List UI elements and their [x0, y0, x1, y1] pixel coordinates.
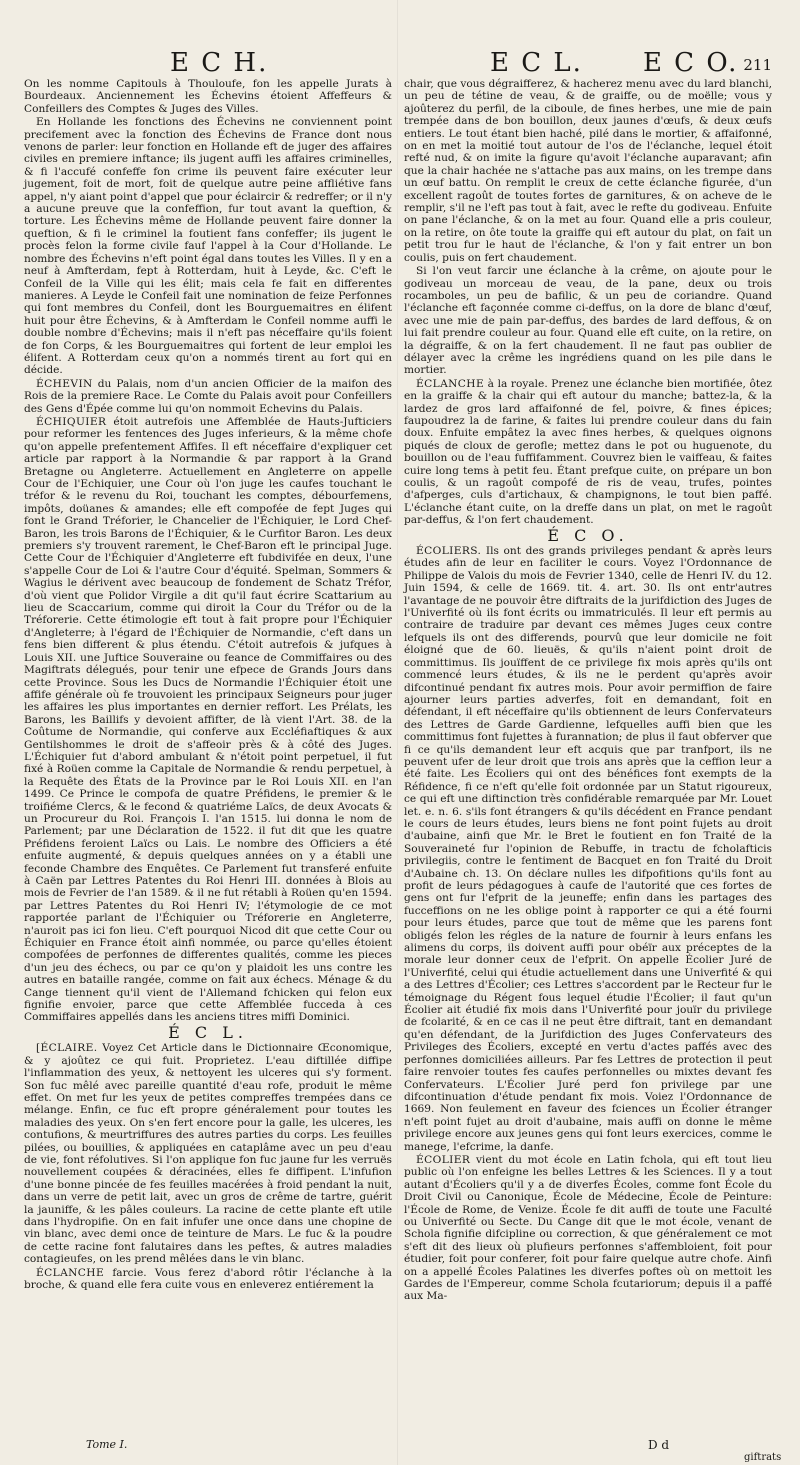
- paragraph-text: Si l'on veut farcir une éclanche à la crême, on ajoute pour le godiveau un morceau de veau, de la pane, deux ou trois rocamboles, un peu de bafilic, & un peu de coriandre. Quand l'éclanche eft façonnée comme ci-deffus, on la dore de blanc d'œuf, avec une mie de pain par-deffus, des bardes de lard deffous, & on lui fait prendre couleur au four. Quand elle eft cuite, on la retire, on la dégraiffe, & on la fert chaudement. Il ne faut pas oublier de délayer avec la crême les ingrédiens quand on les pile dans le mortier.: [404, 265, 772, 377]
- section-heading: É C O.: [547, 525, 629, 545]
- paragraph: [24, 1267, 392, 1292]
- page-number: 211: [743, 56, 772, 74]
- paragraph: [24, 378, 392, 415]
- running-head-ecl: E C L.: [490, 48, 583, 78]
- paragraph: [404, 545, 772, 1153]
- paragraph: [404, 265, 772, 377]
- paragraph: [404, 78, 772, 264]
- paragraph-text: farcie. Vous ferez d'abord rôtir l'éclanche à la broche, & quand elle fera cuite vous en enleverez entiérement la: [24, 1266, 392, 1291]
- paragraph: [24, 116, 392, 377]
- paragraph-text: étoit autrefois une Affemblée de Hauts-Jufticiers pour reformer les fentences des Juges inferieurs, & la même chofe qu'on appelle prefentement Affifes. Il eft néceffaire d'expliquer cet article par rapport à la Normandie & par rapport à la Grand Bretagne ou Angleterre. Actuellement en Angleterre on appelle Cour de l'Echiquier, une Cour où l'on juge les caufes touchant le tréfor & le revenu du Roi, touchant les comptes, débourfemens, impôts, doüanes & amandes; elle eft compofée de fept Juges qui font le Grand Tréforier, le Chancelier de l'Échiquier, le Lord Chef-Baron, les trois Barons de l'Échiquier, & le Curfitor Baron. Les deux premiers s'y trouvent rarement, le Chef-Baron eft le principal Juge. Cette Cour de l'Échiquier d'Angleterre eft fubdivifée en deux, l'une s'appelle Cour de Loi & l'autre Cour d'équité. Spelman, Sommers & Wagius le dérivent avec beaucoup de fondement de Schatz Tréfor, d'où vient que Polidor Virgile a dit qu'il faut écrire Scattarium au lieu de Scaccarium, comme qui diroit la Cour du Tréfor ou de la Tréforerie. Cette étimologie eft tout à fait propre pour l'Échiquier d'Angleterre; à l'égard de l'Échiquier de Normandie, c'eft dans un fens bien different & plus étendu. C'étoit autrefois & jufques à Louis XII. une Juftice Souveraine ou feance de Commiffaires ou des Magiftrats délegués, pour tenir une efpece de Grands Jours dans cette Province. Sous les Ducs de Normandie l'Échiquier étoit une affife générale où fe trouvoient les principaux Seigneurs pour juger les affaires les plus importantes en dernier reffort. Les Prélats, les Barons, les Baillifs y devoient affifter, de là vient l'Art. 38. de la Coûtume de Normandie, qui conferve aux Eccléfiaftiques & aux Gentilshommes le droit de s'affeoir près & à côté des Juges. L'Échiquier fut d'abord ambulant & n'étoit point perpetuel, il fut fixé à Roüen comme la Capitale de Normandie & rendu perpetuel, à la Requête des États de la Province par le Roi Louis XII. en l'an 1499. Ce Prince le compofa de quatre Préfidens, le premier & le troifiéme Clercs, & le fecond & quatriéme Laïcs, de deux Avocats & un Procureur du Roi. François I. l'an 1515. lui donna le nom de Parlement; par une Déclaration de 1522. il fut dit que les quatre Préfidens feroient Laïcs ou Lais. Le nombre des Officiers a été enfuite augmenté, & depuis quelques années on y a établi une feconde Chambre des Enquêtes. Ce Parlement fut transferé enfuite à Caën par Lettres Patentes du Roi Henri III. données à Blois au mois de Fevrier de l'an 1589. & il ne fut rétabli à Roüen qu'en 1594. par Lettres Patentes du Roi Henri IV; l'étymologie de ce mot rapportée parlant de l'Échiquier ou Tréforerie en Angleterre, n'auroit pas ici fon lieu. C'eft pourquoi Nicod dit que cette Cour ou Échiquier en France étoit ainfi nommée, ou parce qu'elles étoient compofées de perfonnes de differentes qualités, comme les pieces d'un jeu des échecs, ou par ce qu'on y plaidoit les uns contre les autres en bataille rangée, comme on fait aux échecs. Ménage & du Cange tiennent qu'il vient de l'Allemand fchicken qui felon eux fignifie envoier, parce que cette Affemblée fucceda à ces Commiffaires appellés dans les anciens titres miffi Dominici.: [24, 415, 392, 1024]
- right-column: [404, 78, 772, 1304]
- paragraph-text: vient du mot école en Latin fchola, qui eft tout lieu public où l'on enfeigne les belles Lettres & les Sciences. Il y a tout autant d'Écoliers qu'il y a de diverfes Écoles, comme font École du Droit Civil ou Canonique, École de Médecine, École de Peinture: l'École de Rome, de Venize. École fe dit auffi de toute une Faculté ou Univerfité ou Secte. Du Cange dit que le mot école, venant de Schola fignifie difcipline ou correction, & que généralement ce mot s'eft dit des lieux où plufieurs perfonnes s'affembloient, foit pour étudier, foit pour conferer, foit pour faire quelque autre chofe. Ainfi on a appellé Écoles Palatines les diverfes poftes où on mettoit les Gardes de l'Empereur, comme Schola fcutariorum; depuis il a paffé aux Ma-: [404, 1153, 772, 1303]
- paragraph: [24, 1042, 392, 1265]
- entry-headword: ÉCOLIERS.: [416, 545, 482, 558]
- catchword: giftrats: [744, 1452, 782, 1463]
- entry-headword: ÉCOLIER: [416, 1153, 471, 1166]
- paragraph: [404, 378, 772, 527]
- paragraph-text: chair, que vous dégraifferez, & hacherez menu avec du lard blanchi, un peu de tétine de veau, & de graiffe, ou de moëlle; vous y ajoûterez du perfil, de la ciboule, de fines herbes, une mie de pain trempée dans de bon bouillon, deux jaunes d'œufs, & deux œufs entiers. Le tout étant bien haché, pilé dans le mortier, & affaifonné, on en met la moitié tout autour de l'os de l'éclanche, lequel étoit refté nud, & on imite la figure qu'avoit l'éclanche auparavant; afin que la chair hachée ne s'attache pas aux mains, on les trempe dans un œuf battu. On remplit le creux de cette éclanche figurée, d'un excellent ragoût de toutes fortes de garnitures, & on acheve de le remplir, s'il ne l'eft pas tout à fait, avec le refte du godiveau. Enfuite on pane l'éclanche, & on la met au four. Quand elle a pris couleur, on la retire, on ôte toute la graiffe qui eft autour du plat, on fait un petit trou fur le haut de l'éclanche, & l'on y fait entrer un bon coulis, puis on fert chaudement.: [404, 78, 772, 264]
- paragraph: [24, 78, 392, 115]
- entry-headword: ÉCLANCHE: [416, 377, 485, 390]
- paragraph-text: En Hollande les fonctions des Échevins ne conviennent point precifement avec la fonction des Échevins de France dont nous venons de parler: leur fonction en Hollande eft de juger des affaires civiles en premiere inftance; ils jugent auffi les affaires criminelles, & fi l'accufé confeffe fon crime ils peuvent faire exécuter leur jugement, foit de mort, foit de quelque autre peine affliétive fans appel, n'y aiant point d'appel que pour éclaircir & redreffer; or il n'y a aucune preuve que la confeffion, fur tout avant la queftion, & torture. Les Échevins même de Hollande peuvent faire donner la queftion, & fi le criminel la foutient fans confeffer; ils jugent le procès felon la forme civile fauf l'appel à la Cour d'Hollande. Le nombre des Échevins n'eft point égal dans toutes les Villes. Il y en a neuf à Amfterdam, fept à Rotterdam, huit à Leyde, &c. C'eft le Confeil de la Ville qui les élit; mais cela fe fait en differentes manieres. A Leyde le Confeil fait une nomination de feize Perfonnes qui font membres du Confeil, dont les Bourguemaitres en élifent huit pour être Échevins, & à Amfterdam le Confeil nomme auffi le double nombre d'Échevins; mais il n'eft pas néceffaire qu'ils foient de fon Corps, & les Bourguemaitres qui fortent de leur emploi les élifent. A Rotterdam ceux qu'on a nommés tirent au fort qui en décide.: [24, 116, 392, 377]
- running-head-left: E C H.: [170, 48, 269, 78]
- gutter-line: [397, 0, 398, 1465]
- paragraph: [24, 416, 392, 1024]
- section-heading: É C L.: [168, 1022, 248, 1042]
- running-head-eco: E C O.: [642, 48, 739, 78]
- paragraph-text: du Palais, nom d'un ancien Officier de la maifon des Rois de la premiere Race. Le Comte du Palais avoit pour Confeillers des Gens d'Épée comme lui qu'on nommoit Echevins du Palais.: [24, 377, 392, 415]
- entry-headword: [ÉCLAIRE.: [36, 1042, 98, 1055]
- paragraph-text: Voyez Cet Article dans le Dictionnaire Œconomique, & y ajoûtez ce qui fuit. Proprietez. L'eau diftillée diffipe l'inflammation des yeux, & nettoyent les ulceres qui s'y forment. Son fuc mêlé avec pareille quantité d'eau rofe, produit le même effet. On met fur les yeux de petites compreffes trempées dans ce mélange. Enfin, ce fuc eft propre généralement pour toutes les maladies des yeux. On s'en fert encore pour la galle, les ulceres, les contufions, & meurtriffures des autres parties du corps. Les feuilles pilées, ou bouillies, & appliquées en cataplâme avec un peu d'eau de vie, font réfolutives. Si l'on applique fon fuc jaune fur les verruës nouvellement coupées & déracinées, elles fe diffipent. L'infufion d'une bonne pincée de fes feuilles macérées à froid pendant la nuit, dans un verre de petit lait, avec un gros de crême de tartre, guérit la jauniffe, & les pâles couleurs. La racine de cette plante eft utile dans l'hydropifie. On en fait infufer une once dans une chopine de vin blanc, avec demi once de teinture de Mars. Le fuc & la poudre de cette racine font falutaires dans les peftes, & autres maladies contagieufes, on les prend mêlées dans le vin blanc.: [24, 1042, 392, 1266]
- entry-headword: ÉCHEVIN: [36, 377, 93, 390]
- paragraph: [404, 1154, 772, 1303]
- paragraph-text: à la royale. Prenez une éclanche bien mortifiée, ôtez en la graiffe & la chair qui eft autour du manche; battez-la, & la lardez de gros lard affaifonné de fel, poivre, & fines épices; faupoudrez la de farine, & faites lui prendre couleur dans du fain doux. Enfuite empâtez la avec fines herbes, & quelques oignons piqués de cloux de gerofle; mettez dans le pot ou huguenote, du bouillon ou de l'eau fuffifamment. Couvrez bien le vaiffeau, & faites cuire long tems à petit feu. Étant prefque cuite, on prépare un bon coulis, & un ragoût compofé de ris de veau, trufes, pointes d'afperges, culs d'artichaux, & champignons, le tout bien paffé. L'éclanche étant cuite, on la dreffe dans un plat, on met le ragoût par-deffus, & l'on fert chaudement.: [404, 377, 772, 527]
- paragraph-text: Ils ont des grands privileges pendant & après leurs études afin de leur en faciliter le cours. Voyez l'Ordonnance de Philippe de Valois du mois de Fevrier 1340, celle de Henri IV. du 12. Juin 1594, & celle de 1669. tit. 4. art. 30. Ils ont entr'autres l'avantage de ne pouvoir être diftraits de la jurifdiction des Juges de l'Univerfité où ils font écrits ou immatriculés. Il leur eft permis au contraire de traduire par devant ces mêmes Juges ceux contre lefquels ils ont des differends, pourvû que leur domicile ne foit éloigné que de 60. lieuës, & qu'ils n'aient point droit de committimus. Ils jouïffent de ce privilege fix mois après qu'ils ont commencé leurs études, & ils ne le perdent qu'après avoir difcontinué pendant fix autres mois. Pour avoir permiffion de faire ajourner leurs parties adverfes, foit en demandant, foit en défendant, il eft néceffaire qu'ils obtiennent de leurs Confervateurs des Lettres de Garde Gardienne, lefquelles auffi bien que les committimus font fujettes à furannation; de plus il faut obferver que fi ce qu'ils demandent leur eft acquis que par tranfport, ils ne peuvent ufer de leur droit que trois ans après que la ceffion leur a été faite. Les Écoliers qui ont des bénéfices font exempts de la Réfidence, fi ce n'eft qu'elle foit ordonnée par un Statut rigoureux, ce qui eft une diftinction très confidérable remarquée par Mr. Louet let. e. n. 6. s'ils font étrangers & qu'ils décédent en France pendant le cours de leurs études, leurs biens ne font point fujets au droit d'aubaine, ainfi que Mr. le Bret le foutient en fon Traité de la Souveraineté fur l'opinion de Rebuffe, in tractu de fcholafticis privilegiis, contre le fentiment de Bacquet en fon Traité du Droit d'Aubaine ch. 13. On déclare nulles les difpofitions qu'ils font au profit de leurs pédagogues à caufe de l'autorité que ces fortes de gens ont fur l'efprit de la jeuneffe; enfin dans les partages des fucceffions on ne les oblige point à rapporter ce qui a été fourni pour leurs études, parce que tout de même que les parens font obligés felon les régles de la nature de fournir à leurs enfans les alimens du corps, ils doivent auffi pour obéïr aux préceptes de la morale leur donner ceux de l'efprit. On appelle Écolier Juré de l'Univerfité, celui qui étudie actuellement dans une Univerfité & qui a des Lettres d'Écolier; ces Lettres s'accordent par le Recteur fur le témoignage du Régent fous lequel étudie l'Écolier; il faut qu'un Écolier ait étudié fix mois dans l'Univerfité pour jouïr du privilege de fcolarité, & en ce cas il ne peut être diftrait, tant en demandant qu'en défendant, de la Jurifdiction des Juges Confervateurs des Privileges des Écoliers, excepté en vertu d'actes paffés avec des perfonnes domiciliées ailleurs. Par fes Lettres de protection il peut faire renvoier toutes fes caufes perfonnelles ou mixtes devant fes Confervateurs. L'Écolier Juré perd fon privilege par une difcontinuation d'étude pendant fix mois. Voiez l'Ordonnance de 1669. Non feulement en faveur des fciences un Écolier étranger n'eft point fujet au droit d'aubaine, mais auffi on donne le même privilege encore aux jeunes gens qui font leurs exercices, comme le manege, l'efcrime, la danfe.: [404, 545, 772, 1153]
- volume-mark: Tome I.: [86, 1438, 128, 1451]
- entry-headword: ÉCLANCHE: [36, 1266, 105, 1279]
- entry-headword: ÉCHIQUIER: [36, 415, 107, 428]
- left-column: [24, 78, 392, 1292]
- signature-mark: D d: [648, 1438, 670, 1452]
- paragraph-text: On les nomme Capitouls à Thouloufe, fon les appelle Jurats à Bourdeaux. Anciennement les Échevins étoient Affeffeurs & Confeillers des Comptes & Juges des Villes.: [24, 78, 392, 115]
